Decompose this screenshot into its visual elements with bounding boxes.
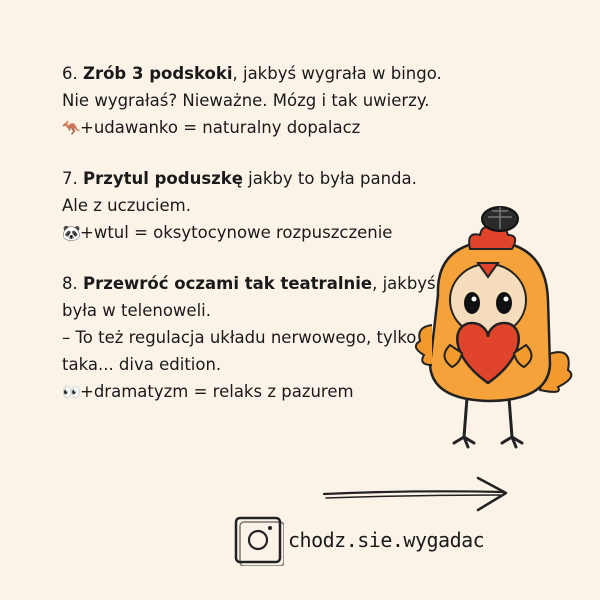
chicken-mascot-illustration — [408, 205, 578, 455]
tip-title: Przewróć oczami tak teatralnie — [83, 274, 373, 293]
tip-line: – To też regulacja układu nerwowego, tylko — [62, 328, 417, 347]
tip-8 — [62, 270, 436, 406]
camera-icon — [232, 514, 284, 566]
tip-line: Nie wygrałaś? Nieważne. Mózg i tak uwierzy. — [62, 91, 430, 110]
tip-6 — [62, 60, 442, 142]
tip-formula-line — [62, 378, 436, 406]
tip-title-line: 8. Przewróć oczami tak teatralnie, jakbyś — [62, 274, 436, 293]
tip-7 — [62, 165, 417, 247]
tip-title: Zrób 3 podskoki — [83, 64, 233, 83]
chicken-eye — [496, 292, 512, 314]
instagram-handle[interactable] — [232, 514, 484, 566]
tip-formula: +wtul = oksytocynowe rozpuszczenie — [80, 223, 393, 242]
tip-line: była w telenoweli. — [62, 301, 211, 320]
tip-title-line: 7. Przytul poduszkę jakby to była panda. — [62, 169, 417, 188]
chicken-eye — [464, 292, 480, 314]
tip-formula: +udawanko = naturalny dopalacz — [80, 118, 361, 137]
eyes-icon: 👀 — [62, 383, 81, 401]
tip-title-line: 6. Zrób 3 podskoki, jakbyś wygrała w bingo. — [62, 64, 442, 83]
kangaroo-icon: 🦘 — [62, 119, 81, 137]
tip-formula-line — [62, 114, 442, 142]
tip-line: taka... diva edition. — [62, 355, 222, 374]
tip-title: Przytul poduszkę — [83, 169, 243, 188]
handle-text: chodz.sie.wygadac — [288, 528, 485, 552]
tip-line: Ale z uczuciem. — [62, 196, 191, 215]
chicken-tuft — [416, 325, 432, 365]
panda-icon: 🐼 — [62, 224, 81, 242]
arrow-right-icon — [322, 474, 512, 514]
tip-formula-line — [62, 219, 417, 247]
tip-formula: +dramatyzm = relaks z pazurem — [80, 382, 354, 401]
